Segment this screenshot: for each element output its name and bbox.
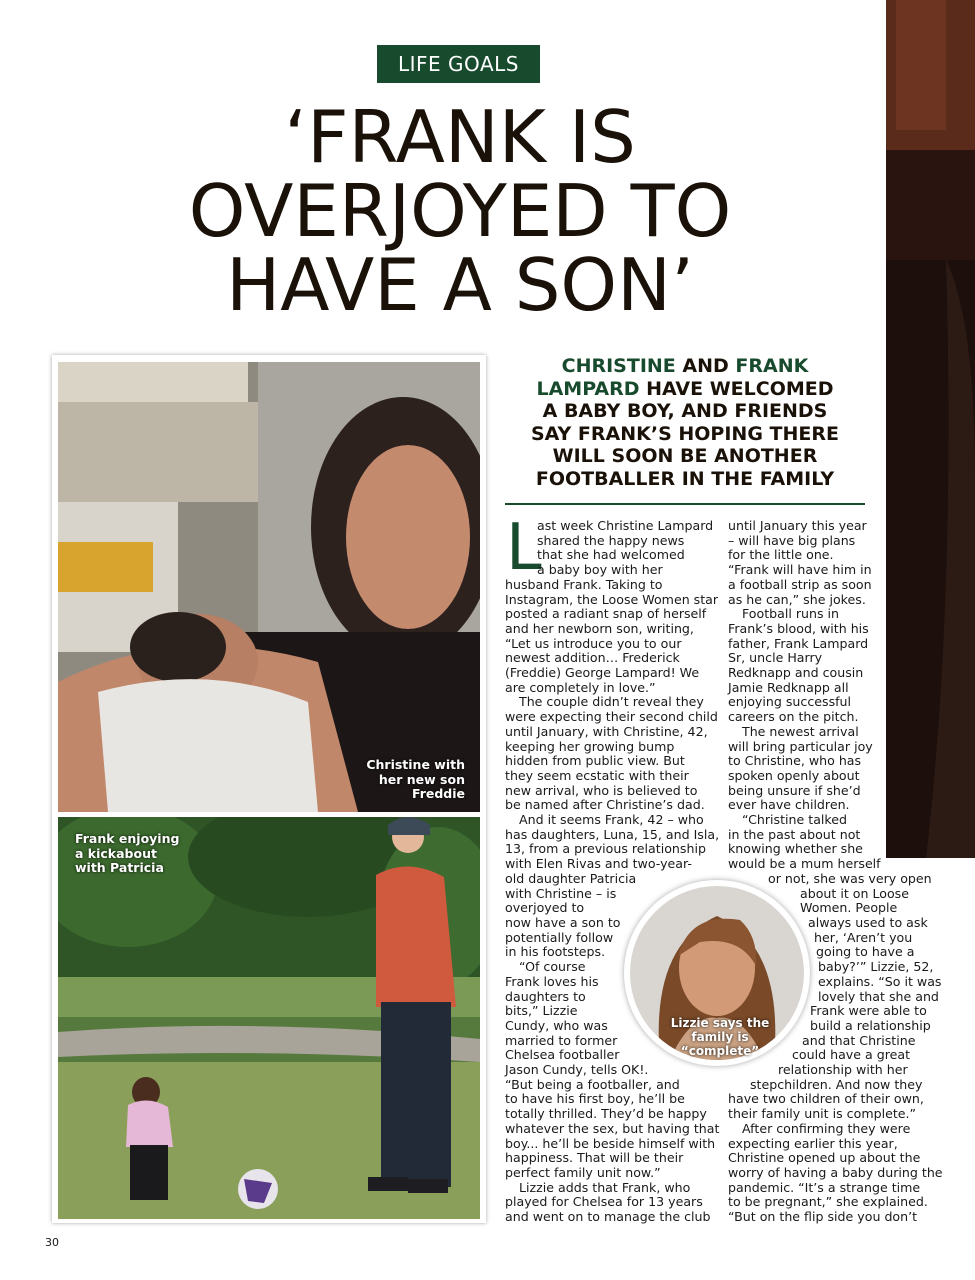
body-line: After confirming they were — [742, 1120, 911, 1136]
body-line: (Freddie) George Lampard! We — [505, 665, 700, 681]
body-line: ever have children. — [728, 797, 850, 813]
body-line: keeping her growing bump — [505, 738, 675, 754]
headline-line: ‘FRANK IS — [284, 95, 636, 179]
body-line: Jason Cundy, tells OK!. — [505, 1062, 649, 1078]
body-line: they seem ecstatic with their — [505, 767, 689, 783]
body-column-2 — [728, 518, 943, 1225]
body-line: old daughter Patricia — [505, 870, 637, 886]
standfirst-name-christine: CHRISTINE — [561, 355, 676, 377]
body-line: Chelsea footballer — [505, 1047, 620, 1063]
caption-top — [300, 758, 465, 802]
caption-line: Freddie — [411, 786, 465, 801]
standfirst-line — [505, 378, 865, 401]
body-line: bits,” Lizzie — [505, 1003, 578, 1019]
caption-line: family is — [691, 1030, 749, 1044]
body-line: happiness. That will be their — [505, 1150, 684, 1166]
body-line: posted a radiant snap of herself — [505, 606, 707, 622]
body-line: are completely in love.” — [505, 679, 656, 695]
body-line: Football runs in — [742, 606, 840, 622]
body-line: always used to ask — [808, 914, 928, 930]
body-line: pandemic. “It’s a strange time — [728, 1179, 921, 1195]
body-line: Women. People — [800, 900, 898, 916]
caption-line: a kickabout — [75, 845, 157, 861]
body-line: Cundy, who was — [505, 1017, 608, 1033]
body-line: were expecting their second child — [505, 709, 718, 725]
body-line: build a relationship — [810, 1017, 931, 1033]
body-line: “Frank will have him in — [728, 562, 872, 578]
caption-bottom — [75, 832, 215, 876]
body-line: Sr, uncle Harry — [728, 650, 823, 666]
body-line: spoken openly about — [728, 767, 860, 783]
body-line: a football strip as soon — [728, 576, 872, 592]
body-line: and her newborn son, writing, — [505, 620, 694, 636]
page-number: 30 — [45, 1236, 59, 1249]
standfirst — [505, 355, 865, 490]
caption-line: Lizzie says the — [670, 1016, 770, 1030]
body-line: their family unit is complete.” — [728, 1106, 917, 1122]
body-line: relationship with her — [778, 1062, 908, 1078]
body-line: and went on to manage the club — [505, 1209, 711, 1225]
standfirst-text: HAVE WELCOMED — [639, 377, 834, 400]
body-line: Instagram, the Loose Women star — [505, 591, 719, 607]
body-line: whatever the sex, but having that — [505, 1120, 720, 1136]
body-line: “Of course — [519, 959, 586, 975]
headline-line: HAVE A SON’ — [226, 243, 694, 327]
body-line: would be a mum herself — [728, 856, 881, 872]
body-line: with Elen Rivas and two-year- — [505, 856, 692, 872]
body-line: to have his first boy, he’ll be — [505, 1091, 685, 1107]
standfirst-name-frank: FRANK — [735, 355, 809, 377]
body-line: going to have a — [816, 944, 915, 960]
body-line: husband Frank. Taking to — [505, 576, 663, 592]
body-line: be named after Christine’s dad. — [505, 797, 705, 813]
standfirst-line — [505, 355, 865, 378]
body-line: Redknapp and cousin — [728, 665, 864, 681]
standfirst-name-lampard: LAMPARD — [536, 377, 640, 400]
standfirst-line: SAY FRANK’S HOPING THERE — [530, 422, 839, 445]
body-line: Frank’s blood, with his — [728, 620, 869, 636]
body-line: explains. “So it was — [818, 973, 942, 989]
body-line: “But on the flip side you don’t — [728, 1209, 918, 1225]
body-line: And it seems Frank, 42 – who — [519, 812, 704, 828]
body-line: could have a great — [792, 1047, 911, 1063]
body-line: and that Christine — [802, 1032, 916, 1048]
body-line: until January, with Christine, 42, — [505, 723, 708, 739]
body-line: “Let us introduce you to our — [505, 635, 682, 651]
standfirst-and: AND — [675, 355, 736, 377]
caption-inset — [660, 1016, 780, 1058]
drop-cap: L — [506, 511, 542, 585]
body-line: for the little one. — [728, 547, 834, 563]
body-line: her, ‘Aren’t you — [814, 929, 913, 945]
body-line: daughters to — [505, 988, 586, 1004]
body-line: will bring particular joy — [728, 738, 873, 754]
body-line: hidden from public view. But — [505, 753, 685, 769]
body-line: knowing whether she — [728, 841, 863, 857]
caption-line: Christine with — [366, 757, 465, 772]
body-line: expecting earlier this year, — [728, 1135, 898, 1151]
body-line: The couple didn’t reveal they — [519, 694, 704, 710]
photo-christine-and-baby — [58, 362, 480, 812]
body-line: Frank were able to — [810, 1003, 927, 1019]
body-line: in his footsteps. — [505, 944, 606, 960]
body-line: boy... he’ll be beside himself with — [505, 1135, 716, 1151]
body-line: played for Chelsea for 13 years — [505, 1194, 703, 1210]
body-line: 13, from a previous relationship — [505, 841, 706, 857]
body-line: The newest arrival — [742, 723, 859, 739]
body-line: now have a son to — [505, 914, 621, 930]
body-line: overjoyed to — [505, 900, 585, 916]
body-line: until January this year — [728, 518, 867, 533]
body-line: married to former — [505, 1032, 618, 1048]
body-line: – will have big plans — [728, 532, 856, 548]
caption-line: “complete” — [680, 1044, 760, 1058]
body-line: worry of having a baby during the — [728, 1164, 943, 1180]
body-line: lovely that she and — [818, 988, 939, 1004]
body-line: new arrival, who is believed to — [505, 782, 698, 798]
body-line: ast week Christine Lampard — [537, 518, 714, 533]
headline — [100, 95, 820, 327]
body-line: about it on Loose — [800, 885, 909, 901]
body-line: that she had welcomed — [537, 547, 685, 563]
body-line: careers on the pitch. — [728, 709, 859, 725]
body-line: potentially follow — [505, 929, 614, 945]
body-line: perfect family unit now.” — [505, 1164, 661, 1180]
section-tag: LIFE GOALS — [377, 45, 540, 83]
standfirst-rule — [505, 503, 865, 505]
body-line: with Christine – is — [505, 885, 617, 901]
body-line: to Christine, who has — [728, 753, 862, 769]
headline-line: OVERJOYED TO — [188, 169, 732, 253]
body-line: has daughters, Luna, 15, and Isla, — [505, 826, 720, 842]
body-line: enjoying successful — [728, 694, 852, 710]
body-line: totally thrilled. They’d be happy — [505, 1106, 707, 1122]
body-line: Jamie Redknapp all — [728, 679, 849, 695]
body-line: baby?’” Lizzie, 52, — [818, 959, 934, 975]
body-line: stepchildren. And now they — [750, 1076, 923, 1092]
standfirst-line: A BABY BOY, AND FRIENDS — [542, 400, 828, 422]
caption-line: with Patricia — [75, 860, 164, 875]
body-line: Christine opened up about the — [728, 1150, 921, 1166]
body-line: “Christine talked — [742, 812, 847, 828]
body-line: to be pregnant,” she explained. — [728, 1194, 928, 1210]
body-line: Lizzie adds that Frank, who — [519, 1179, 691, 1195]
photo-frank-and-patricia — [58, 817, 480, 1219]
body-line: newest addition… Frederick — [505, 650, 680, 666]
standfirst-line: FOOTBALLER IN THE FAMILY — [535, 467, 835, 490]
body-line: in the past about not — [728, 826, 861, 842]
body-line: have two children of their own, — [728, 1091, 924, 1107]
body-line: or not, she was very open — [768, 870, 932, 886]
body-line: being unsure if she’d — [728, 782, 861, 798]
caption-line: her new son — [378, 771, 465, 787]
body-line: shared the happy news — [537, 532, 685, 548]
body-line: “But being a footballer, and — [505, 1076, 680, 1092]
standfirst-line: WILL SOON BE ANOTHER — [552, 445, 818, 467]
body-line: father, Frank Lampard — [728, 635, 869, 651]
caption-line: Frank enjoying — [75, 831, 180, 846]
body-line: Frank loves his — [505, 973, 599, 989]
body-line: as he can,” she jokes. — [728, 591, 866, 607]
body-line: a baby boy with her — [537, 562, 663, 578]
